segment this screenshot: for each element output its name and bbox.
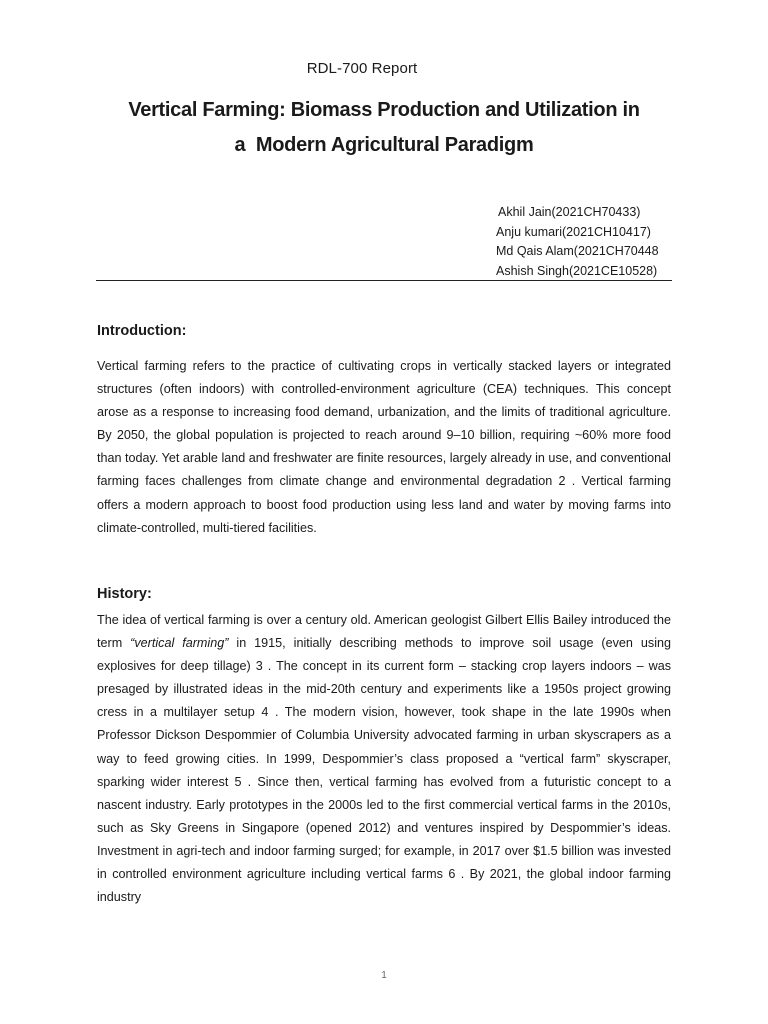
history-heading: History: [97,586,152,602]
history-text-3: . The concept in its current form – stacking crop layers indoors – was presaged by illustrated ideas in the mid-20th century and experiments like a 1950s project growing cress in a multilayer setup [97,659,671,720]
intro-text-2: . Vertical farming offers a modern approach to boost food production using less land and water by moving farms into climate-controlled, multi-tiered facilities. [97,474,671,535]
author-list [496,203,659,281]
citation-ref: 3 [255,659,263,674]
title-line-2: a Modern Agricultural Paradigm [234,134,534,156]
history-text-2: in 1915, initially describing methods to improve soil usage (even using explosives for deep tillage) [97,636,672,674]
author-1: Akhil Jain(2021CH70433) [498,205,641,219]
citation-ref: 2 [558,474,566,489]
citation-ref: 4 [261,705,269,720]
introduction-heading: Introduction: [97,323,187,339]
header-divider [96,280,672,281]
document-title [80,93,688,163]
history-term: “vertical farming” [130,636,229,651]
page-number: 1 [381,970,387,981]
history-text-4: . The modern vision, however, took shape in the late 1990s when Professor Dickson Despommier of Columbia University advocated farming in urban skyscrapers as a way to feed growing cities. In 1999, Despommier’s class proposed a “vertical farm” skyscraper, sparking wider interest [97,705,671,789]
history-text-6: . By 2021, the global indoor farming industry [97,867,671,905]
title-line-1: Vertical Farming: Biomass Production and Utilization in [128,99,640,121]
history-text-1: The idea of vertical farming is over a century old. American geologist Gilbert Ellis Bailey introduced the term [97,613,671,651]
introduction-paragraph [97,355,671,540]
history-text-5: . Since then, vertical farming has evolved from a futuristic concept to a nascent industry. Early prototypes in the 2000s led to the first commercial vertical farms in the 2010s, such as Sky Greens in Singapore (opened 2012) and ventures inspired by Despommier’s ideas. Investment in agri-tech and indoor farming surged; for example, in 2017 over $1.5 billion was invested in controlled environment agriculture including vertical farms [97,774,671,882]
intro-text-1: Vertical farming refers to the practice of cultivating crops in vertically stacked layers or integrated structures (often indoors) with controlled-environment agriculture (CEA) techniques. This concept arose as a response to increasing food demand, urbanization, and the limits of traditional agriculture. By 2050, the global population is projected to reach around 9–10 billion, requiring ~60% more food than today. Yet arable land and freshwater are finite resources, largely already in use, and conventional farming faces challenges from climate change and environmental degradation [97,359,671,489]
author-3: Md Qais Alam(2021CH70448 [496,244,659,258]
citation-ref: 5 [234,774,242,789]
report-label: RDL-700 Report [306,60,418,77]
author-4: Ashish Singh(2021CE10528) [496,263,658,278]
citation-ref: 6 [448,867,456,882]
author-2: Anju kumari(2021CH10417) [496,224,651,239]
history-paragraph [97,609,671,909]
